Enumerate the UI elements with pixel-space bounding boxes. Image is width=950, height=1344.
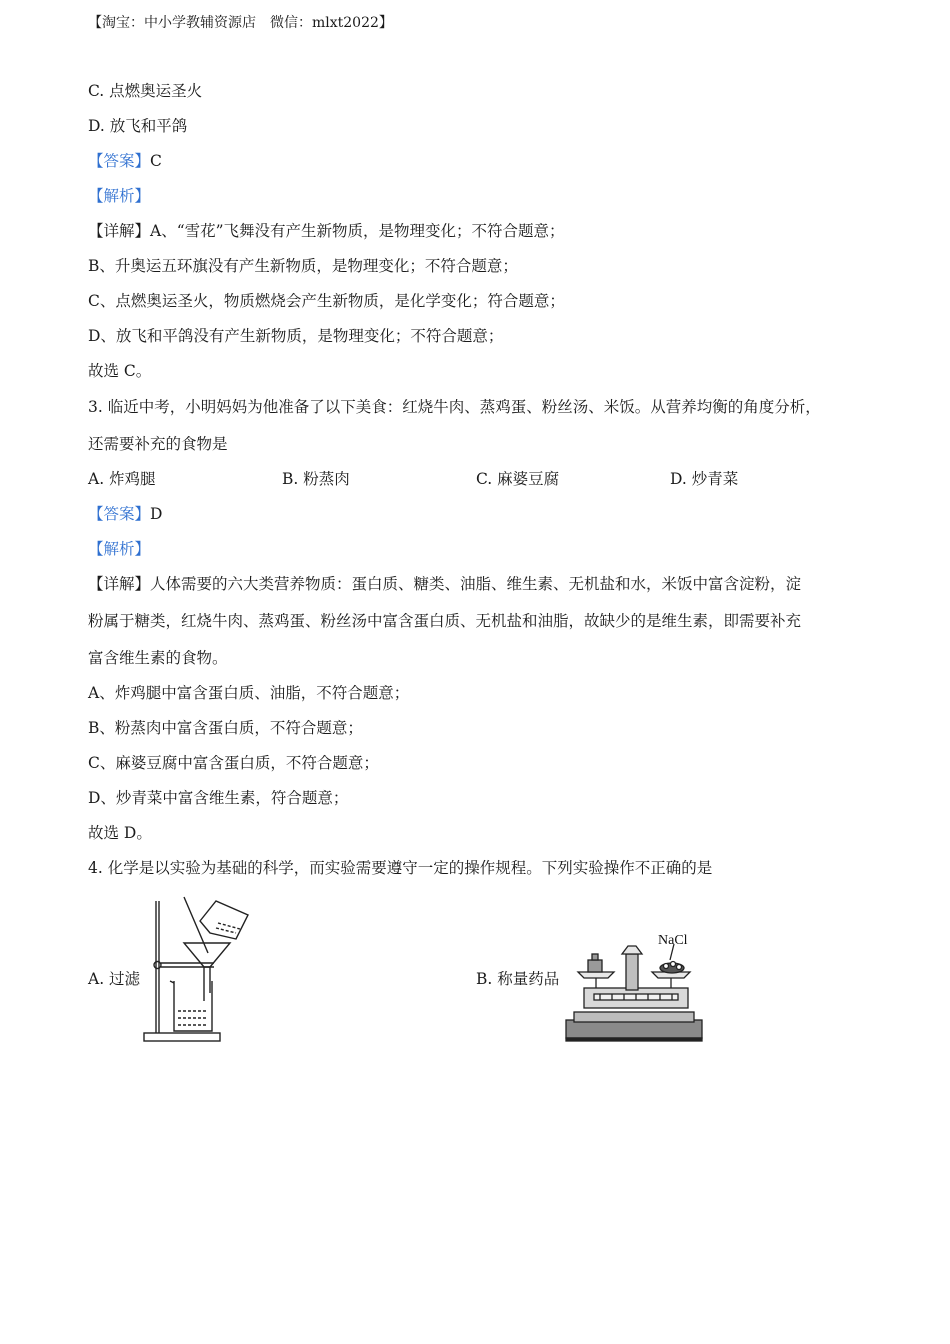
detail-text: 人体需要的六大类营养物质：蛋白质、糖类、油脂、维生素、无机盐和水，米饭中富含淀粉，淀 — [150, 575, 802, 593]
filtration-apparatus-figure — [140, 893, 255, 1045]
q3-stem-1: 3. 临近中考，小明妈妈为他准备了以下美食：红烧牛肉、蒸鸡蛋、粉丝汤、米饭。从营养均衡的角度分析， — [88, 398, 821, 416]
q2-conclusion: 故选 C。 — [88, 362, 152, 380]
q3-option-c: C. 麻婆豆腐 — [476, 470, 560, 488]
q3-conclusion: 故选 D。 — [88, 824, 152, 842]
q2-option-d: D. 放飞和平鸽 — [88, 117, 188, 135]
q3-stem-2: 还需要补充的食物是 — [88, 435, 228, 453]
q3-option-d: D. 炒青菜 — [670, 470, 739, 488]
nacl-label: NaCl — [658, 933, 688, 948]
q3-detail-a: A、炸鸡腿中富含蛋白质、油脂，不符合题意； — [88, 684, 410, 702]
q2-detail-1 — [88, 220, 565, 242]
detail-tag: 【详解】 — [88, 575, 151, 593]
answer-value: D — [150, 505, 163, 523]
detail-text: A、“雪花”飞舞没有产生新物质，是物理变化；不符合题意； — [150, 222, 565, 240]
q4-stem: 4. 化学是以实验为基础的科学，而实验需要遵守一定的操作规程。下列实验操作不正确的是 — [88, 859, 713, 877]
q2-detail-3: C、点燃奥运圣火，物质燃烧会产生新物质，是化学变化；符合题意； — [88, 292, 565, 310]
q3-detail-d: D、炒青菜中富含维生素，符合题意； — [88, 789, 349, 807]
q3-option-a: A. 炸鸡腿 — [88, 470, 156, 488]
q3-answer — [88, 503, 162, 525]
q3-detail-2: 粉属于糖类，红烧牛肉、蒸鸡蛋、粉丝汤中富含蛋白质、无机盐和油脂，故缺少的是维生素，即需要补充 — [88, 612, 802, 630]
answer-tag: 【答案】 — [88, 152, 151, 170]
q3-detail-c: C、麻婆豆腐中富含蛋白质，不符合题意； — [88, 754, 379, 772]
q3-detail-3: 富含维生素的食物。 — [88, 649, 228, 667]
q4-option-a-label: A. 过滤 — [88, 970, 141, 988]
q3-analysis-tag: 【解析】 — [88, 540, 151, 558]
q4-option-b-label: B. 称量药品 — [476, 970, 560, 988]
q2-detail-4: D、放飞和平鸽没有产生新物质，是物理变化；不符合题意； — [88, 327, 504, 345]
answer-tag: 【答案】 — [88, 505, 151, 523]
q3-detail-b: B、粉蒸肉中富含蛋白质，不符合题意； — [88, 719, 363, 737]
q2-option-c: C. 点燃奥运圣火 — [88, 82, 203, 100]
page-header: 【淘宝：中小学教辅资源店 微信：mlxt2022】 — [88, 15, 393, 31]
detail-tag: 【详解】 — [88, 222, 151, 240]
q3-detail-1 — [88, 573, 801, 595]
q2-analysis-tag: 【解析】 — [88, 187, 151, 205]
balance-scale-figure — [560, 928, 710, 1046]
q2-answer — [88, 150, 162, 172]
q2-detail-2: B、升奥运五环旗没有产生新物质，是物理变化；不符合题意； — [88, 257, 518, 275]
answer-value: C — [150, 152, 162, 170]
q3-option-b: B. 粉蒸肉 — [282, 470, 350, 488]
